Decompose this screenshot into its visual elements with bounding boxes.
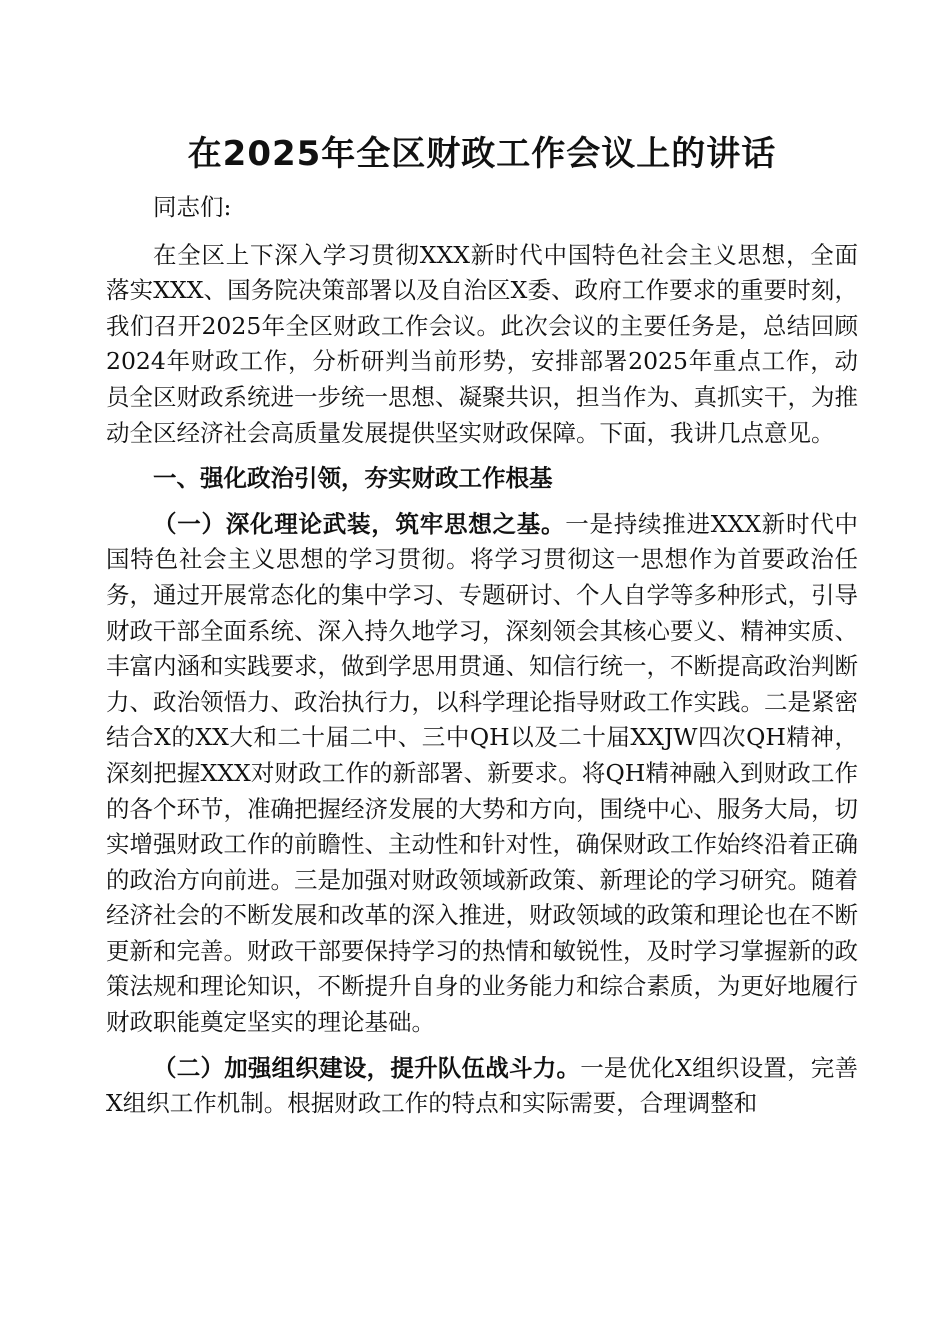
subsection-lead-2: （二）加强组织建设，提升队伍战斗力。 (153, 1053, 581, 1082)
subsection-paragraph-2 (106, 1051, 858, 1122)
section-heading-1: 一、强化政治引领，夯实财政工作根基 (153, 464, 553, 493)
subsection-paragraph-1 (106, 507, 858, 1041)
document-page (106, 128, 858, 1132)
salutation: 同志们: (153, 193, 232, 221)
subsection-lead-1: （一）深化理论武装，筑牢思想之基。 (153, 509, 566, 538)
document-title: 在2025年全区财政工作会议上的讲话 (187, 134, 777, 174)
intro-paragraph: 在全区上下深入学习贯彻XXX新时代中国特色社会主义思想，全面落实XXX、国务院决策部署以及自治区X委、政府工作要求的重要时刻，我们召开2025年全区财政工作会议。此次会议的主要任务是，总结回顾2024年财政工作，分析研判当前形势，安排部署2025年重点工作，动员全区财政系统进一步统一思想、凝聚共识，担当作为、真抓实干，为推动全区经济社会高质量发展提供坚实财政保障。下面，我讲几点意见。 (106, 240, 858, 447)
subsection-body-2: 一是优化X组织设置，完善X组织工作机制。根据财政工作的特点和实际需要，合理调整和 (106, 1053, 858, 1118)
subsection-body-1: 一是持续推进XXX新时代中国特色社会主义思想的学习贯彻。将学习贯彻这一思想作为首要政治任务，通过开展常态化的集中学习、专题研讨、个人自学等多种形式，引导财政干部全面系统、深入持久地学习，深刻领会其核心要义、精神实质、丰富内涵和实践要求，做到学思用贯通、知信行统一，不断提高政治判断力、政治领悟力、政治执行力，以科学理论指导财政工作实践。二是紧密结合X的XX大和二十届二中、三中QH以及二十届XXJW四次QH精神，深刻把握XXX对财政工作的新部署、新要求。将QH精神融入到财政工作的各个环节，准确把握经济发展的大势和方向，围绕中心、服务大局，切实增强财政工作的前瞻性、主动性和针对性，确保财政工作始终沿着正确的政治方向前进。三是加强对财政领域新政策、新理论的学习研究。随着经济社会的不断发展和改革的深入推进，财政领域的政策和理论也在不断更新和完善。财政干部要保持学习的热情和敏锐性，及时学习掌握新的政策法规和理论知识，不断提升自身的业务能力和综合素质，为更好地履行财政职能奠定坚实的理论基础。 (106, 509, 858, 1037)
